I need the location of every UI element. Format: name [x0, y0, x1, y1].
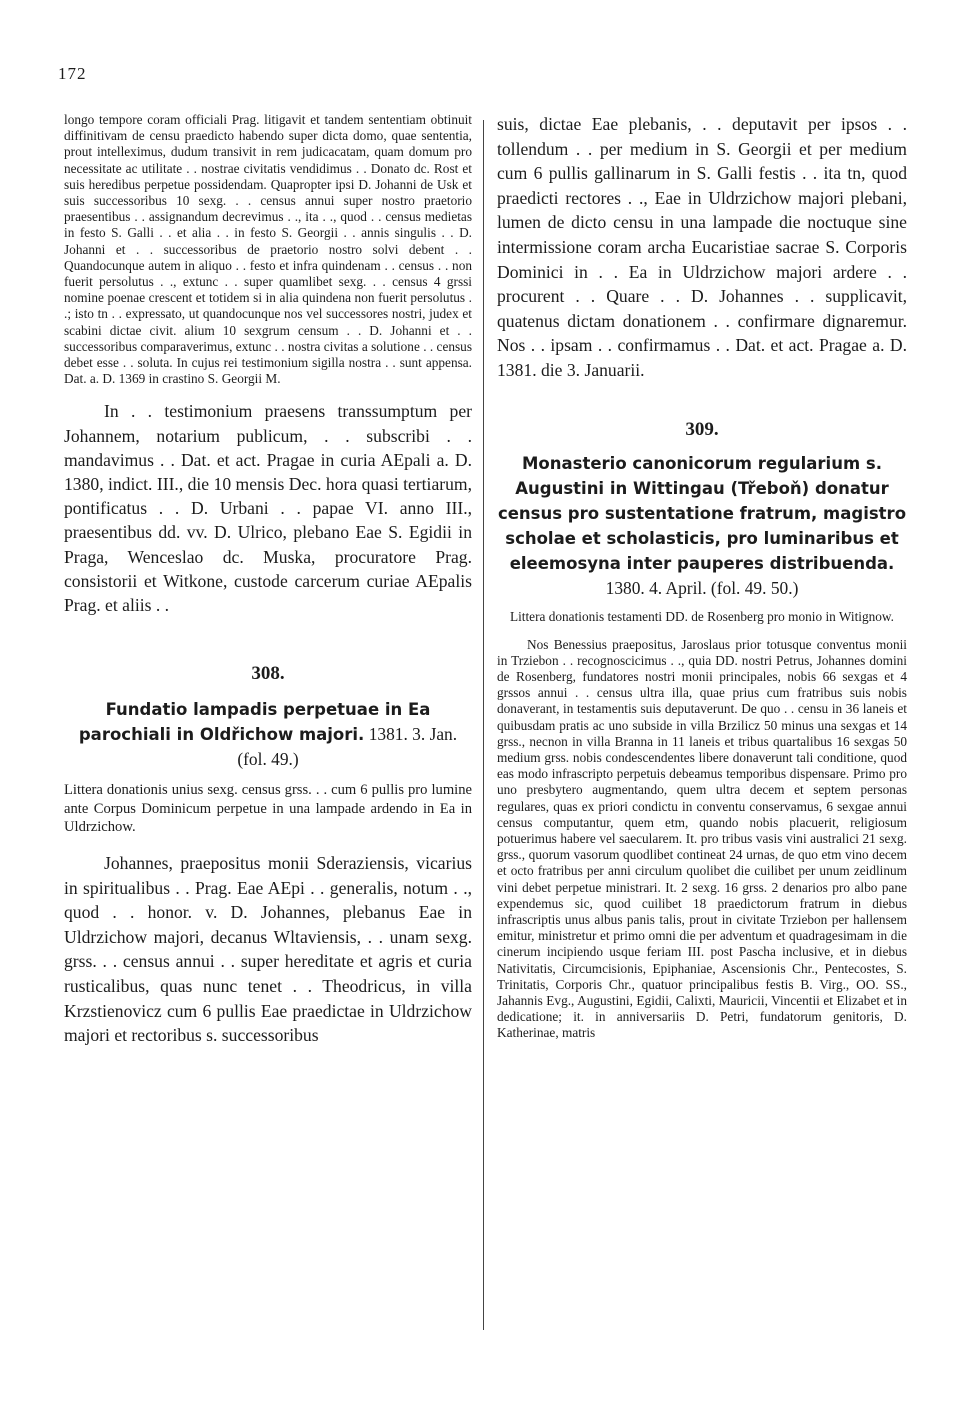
document-308-summary: Littera donationis unius sexg. census grss. . . cum 6 pullis pro lumine ante Corpus Dominicum perpetue in una lampade ardendo in Ea in Uldrzichow.	[64, 782, 472, 836]
document-309-heading	[497, 451, 907, 600]
document-number-309: 309.	[685, 418, 719, 440]
document-309-date: 1380. 4. April. (fol. 49. 50.)	[605, 577, 799, 598]
document-309-title: Monasterio canonicorum regularium s. Augustini in Wittingau (Třeboň) donatur census pro sustentatione fratrum, magistro scholae et scholasticis, pro luminaribus et eleemosyna inter pauperes distribuenda.	[497, 453, 907, 573]
left-column	[64, 112, 472, 1048]
transsumpt-paragraph: In . . testimonium praesens transsumptum per Johannem, notarium publicum, . . subscribi . . mandavimus . . Dat. et act. Pragae in curia AEpali a. D. 1380, indict. III., die 10 mensis Dec. hora quasi tertiarum, pontificatus . . D. Urbani . . papae VI. anno III., praesentibus dd. vv. D. Ulrico, plebano Eae S. Egidii in Praga, Wenceslao dc. Muska, procuratore Prag. consistorii et Witkone, custode carcerum curiae AEpalis Prag. et aliis . .	[64, 401, 472, 616]
column-divider	[483, 120, 484, 1330]
document-308-folio: (fol. 49.)	[237, 749, 299, 770]
right-column	[497, 112, 907, 1042]
document-308-title: Fundatio lampadis perpetuae in Ea parochiali in Oldřichow majori.	[78, 700, 431, 745]
document-309-body: Nos Benessius praepositus, Jaroslaus prior totusque conventus monii in Trziebon . . recognoscicimus . ., quia DD. nostri Petrus, Johannes domini de Rosenberg, fundatores nostri monii principales, nobis 66 sexgas et 4 grssos annui . . census ultra illa, quae prius cum fratribus suis nobis donaverant, in testamentis suis deputaverunt. De quo . . censu in 36 laneis et quibusdam pratis ac uno subside in villa Brzilicz 50 minus una sexgas et 14 grss., necnon in villa Branna in 11 laneis et tribus quartalibus 16 sexgas 50 medium grss. nobis condescendentes libere donaverunt tali conditione, quod eas modo infrascripto perpetuis debeamus temporibus dispensare. Primo pro uno presbytero augmentando, quem ultra decem et septem personas regulares, quas ex priori condictu in conventu conservamus, 6 sexgae annui census computantur, quem etm, quando nobis placuerit, religiosum potuerimus habere vel saecularem. It. pro tribus vasis vini australici 21 sexg. grss., quorum vasorum quodlibet contineat 24 urnas, de quo etm vino decem et octo fratribus per anni circulum quolibet die cuilibet per unum zeidlinum vini debet perpetue ministrari. It. 2 sexg. 16 grss. 2 denarios pro albo pane expendemus sic, quod cuilibet 18 praedictorum fratrum in diebus infrascriptis unus albus panis talis, prout in civitate Trziebon per hallensem emitur, ministretur et primo omni die per adventum et quadragesimam in die cinerum incipiendo usque feriam III. post Pascha inclusive, et in diebus Nativitatis, Circumcisionis, Epiphaniae, Ascensionis Chr., Pentecostes, S. Trinitatis, Corporis Chr., quatuor principalibus festis B. Virg., OO. SS., Jahannis Evg., Augustini, Egidii, Calixti, Mauricii, Vincentii et Elizabet et in dedicatione; it. in anniversariis D. Petri, fundatorum genitoris, D. Katherinae, matris	[497, 636, 907, 1041]
document-308-date: 1381. 3. Jan.	[368, 724, 458, 745]
document-308-body: Johannes, praepositus monii Sderaziensis, vicarius in spiritualibus . . Prag. Eae AEpi . . generalis, notum . ., quod . . honor. v. D. Johannes, plebanus Eae in Uldrzichow majori, decanus Wltaviensis, . . unam sexg. grss. . . census annui . . super hereditate et agris et curia rusticalibus, quas nunc tenet . . Theodricus, in villa Krzstienovicz cum 6 pullis Eae praedictae in Uldrzichow majori et rectoribus s. successoribus	[64, 853, 472, 1046]
document-308-continuation: suis, dictae Eae plebanis, . . deputavit per ipsos . . tollendum . . per medium in S. Georgii et per medium cum 6 pullis gallinarum in S. Galli festis . . ita tn, quod praedicti rectores . ., Eae in Uldrzichow majori plebani, lumen de dicto censu in una lampade die noctuque sine intermissione coram archa Eucaristiae sacrae S. Corporis Dominici in . . Ea in Uldrzichow majori ardere . . procurent . . Quare . . D. Johannes . . supplicavit, quatenus dictam donationem . . confirmare dignaremur. Nos . . ipsam . . confirmamus . . Dat. et act. Pragae a. D. 1381. die 3. Januarii.	[497, 114, 907, 380]
left-continuation-paragraph: longo tempore coram officiali Prag. litigavit et tandem sententiam obtinuit diffinitivam de censu praedicto habendo super dicta domo, quae sententia, prout intelleximus, dudum transivit in rem judicacatam, quam domum pro necessitate ac utilitate . . nostrae civitatis vendidimus . . Donato dc. Rost et suis heredibus perpetue possidendam. Quapropter ipsi D. Johanni de Usk et suis successoribus 10 sexg. . . census annui super nostro praetorio praesentibus . . assignandum decrevimus . ., ita . ., quod . . census medietas in festo S. Galli . . et alia . . in festo S. Georgii . . annis singulis . . D. Johanni et . . successoribus de praetorio nostro solvi debent . . Quandocunque autem in aliquo . . festo et infra quindenam . . census . . non fuerit persolutus . ., extunc . . super quamlibet sexg. . . census 4 grssi nomine poenae crescent et totidem si in alia quindena non fuerit persolutus . .; isto tn . . expressato, ut quandocunque nos vel successores nostri, judex et scabini dictae civit. alium 10 sexgrum censum . . D. Johanni et . . successoribus comparaverimus, extunc . . nostra civitas a solutione . . census debet esse . . soluta. In cujus rei testimonium sigilla nostra . . sunt appensa. Dat. a. D. 1369 in crastino S. Georgii M.	[64, 112, 472, 387]
page-number: 172	[58, 64, 87, 83]
document-number-308: 308.	[251, 663, 285, 685]
document-309-summary: Littera donationis testamenti DD. de Rosenberg pro monio in Witignow.	[509, 608, 895, 624]
document-308-heading	[64, 697, 472, 771]
